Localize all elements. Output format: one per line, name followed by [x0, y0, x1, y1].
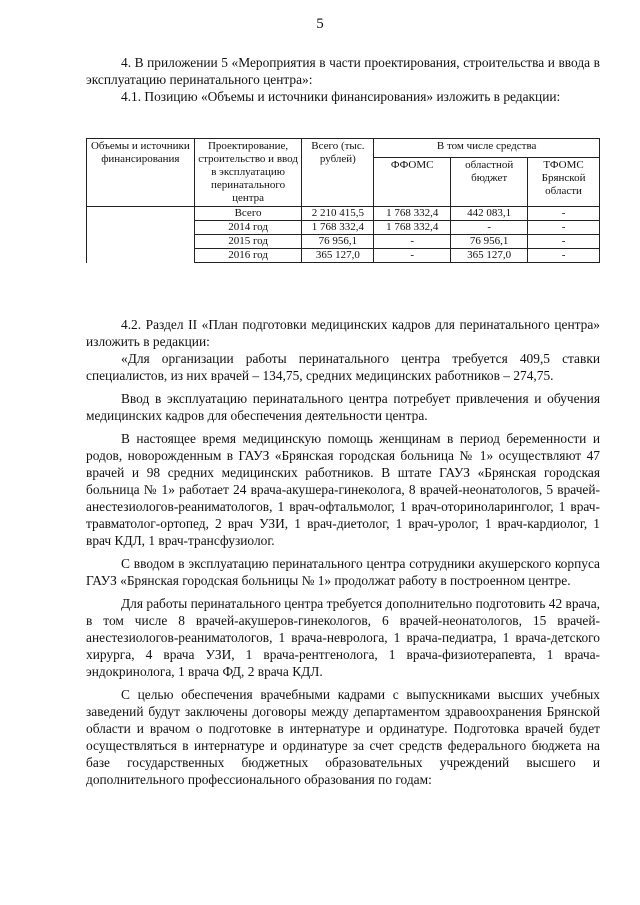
- header-project-label: Проектирование, строительство и ввод в эксплуатацию перинатального центра: [194, 139, 302, 207]
- paragraph: Для работы перинатального центра требуется дополнительно подготовить 42 врача, в том числе 8 врачей-акушеров-гинекологов, 6 врачей-неонатологов, 15 врачей-анестезиологов-реаниматологов, 1 врача-невролога, 1 врача-педиатра, 1 врача-детского хирурга, 4 врача УЗИ, 1 врача-рентгенолога, 1 врача-физиотерапевта, 1 врача-эндокринолога, 1 врача ФД, 2 врача КДЛ.: [86, 596, 600, 679]
- row-ffoms: -: [374, 235, 451, 249]
- section-4-2-block: [86, 316, 600, 788]
- header-group: В том числе средства: [374, 139, 600, 158]
- row-tfoms: -: [528, 249, 600, 263]
- row-total: 76 956,1: [302, 235, 374, 249]
- row-label: 2016 год: [194, 249, 302, 263]
- header-total: Всего (тыс. рублей): [302, 139, 374, 207]
- section-4-block: [86, 54, 600, 105]
- row-tfoms: -: [528, 207, 600, 221]
- row-label: Всего: [194, 207, 302, 221]
- row-total: 2 210 415,5: [302, 207, 374, 221]
- empty-cell: [87, 207, 195, 263]
- section-4-heading: 4. В приложении 5 «Мероприятия в части проектирования, строительства и ввода в эксплуатацию перинатального центра»:: [86, 55, 600, 87]
- paragraph: В настоящее время медицинскую помощь женщинам в период беременности и родов, новорожденным в ГАУЗ «Брянская городская больница № 1» осуществляют 47 врачей и 98 средних медицинских работников. В штате ГАУЗ «Брянская городская больница № 1» работает 24 врача-акушера-гинеколога, 8 врачей-неонатологов, 5 врачей-анестезиологов-реаниматологов, 1 врач-офтальмолог, 1 врач-оториноларинголог, 1 врач-травматолог-ортопед, 2 врач УЗИ, 1 врач-диетолог, 1 врач-уролог, 1 врач-кардиолог, 1 врач КДЛ, 1 врач-трансфузиолог.: [86, 431, 600, 548]
- row-regional: -: [451, 221, 528, 235]
- paragraph: Ввод в эксплуатацию перинатального центра потребует привлечения и обучения медицинских кадров для обеспечения деятельности центра.: [86, 391, 600, 423]
- row-total: 365 127,0: [302, 249, 374, 263]
- section-4-2-heading: 4.2. Раздел II «План подготовки медицинских кадров для перинатального центра» изложить в редакции:: [86, 317, 600, 349]
- row-ffoms: 1 768 332,4: [374, 207, 451, 221]
- financing-table: [86, 138, 600, 263]
- row-ffoms: 1 768 332,4: [374, 221, 451, 235]
- financing-sources-cell: Объемы и источники финансирования: [87, 139, 195, 207]
- header-tfoms: ТФОМС Брянской области: [528, 157, 600, 206]
- row-ffoms: -: [374, 249, 451, 263]
- paragraph: С вводом в эксплуатацию перинатального центра сотрудники акушерского корпуса ГАУЗ «Брянская городская больницы № 1» продолжат работу в построенном центре.: [86, 556, 600, 588]
- paragraph: «Для организации работы перинатального центра требуется 409,5 ставки специалистов, из них врачей – 134,75, средних медицинских работников – 274,75.: [86, 351, 600, 383]
- row-tfoms: -: [528, 221, 600, 235]
- row-label: 2014 год: [194, 221, 302, 235]
- financing-table-container: [86, 138, 600, 263]
- row-regional: 76 956,1: [451, 235, 528, 249]
- row-regional: 365 127,0: [451, 249, 528, 263]
- row-tfoms: -: [528, 235, 600, 249]
- table-row: [87, 207, 600, 221]
- section-4-1-heading: 4.1. Позицию «Объемы и источники финансирования» изложить в редакции:: [121, 89, 561, 104]
- header-ffoms: ФФОМС: [374, 157, 451, 206]
- row-total: 1 768 332,4: [302, 221, 374, 235]
- row-label: 2015 год: [194, 235, 302, 249]
- row-regional: 442 083,1: [451, 207, 528, 221]
- paragraph: С целью обеспечения врачебными кадрами с выпускниками высших учебных заведений будут заключены договоры между департаментом здравоохранения Брянской области и врачом о подготовке в интернатуре и ординатуре. Подготовка врачей будет осуществляться в интернатуре и ординатуре за счет средств федерального бюджета на базе государственных бюджетных образовательных учреждений высшего и дополнительного профессионального образования по годам:: [86, 687, 600, 787]
- page-number: 5: [316, 16, 324, 32]
- header-regional: областной бюджет: [451, 157, 528, 206]
